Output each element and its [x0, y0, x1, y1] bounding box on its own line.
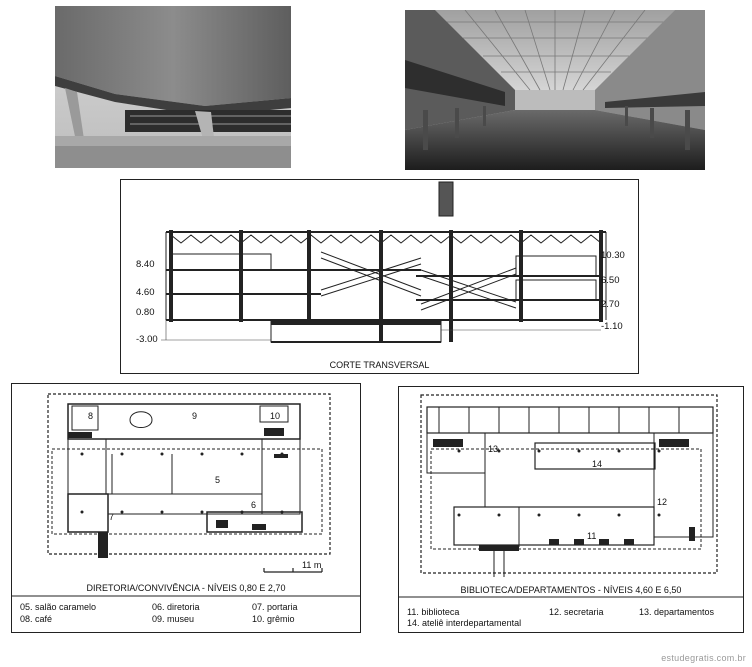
section-level-label: 8.40 [136, 259, 155, 270]
section-level-label: 2.70 [601, 299, 620, 310]
room-number-7: 7 [109, 512, 115, 522]
legend-item: 12. secretaria [549, 607, 604, 617]
legend-item: 05. salão caramelo [20, 602, 97, 612]
section-level-label: -3.00 [136, 334, 158, 345]
section-caption: CORTE TRANSVERSAL [329, 360, 430, 370]
section-level-label: 0.80 [136, 307, 155, 318]
legend-item: 13. departamentos [639, 607, 715, 617]
legend-item: 14. ateliê interdepartamental [407, 618, 522, 628]
legend-item: 11. biblioteca [407, 607, 460, 617]
section-level-label: 4.60 [136, 287, 155, 298]
room-number-11: 11 [587, 531, 597, 541]
plan-left-drawing [12, 384, 360, 632]
plan-right-drawing [399, 387, 743, 632]
legend-item: 07. portaria [252, 602, 298, 612]
section-drawing-panel [120, 179, 639, 374]
room-number-14: 14 [592, 459, 603, 469]
legend-item: 09. museu [152, 614, 195, 624]
room-number-12: 12 [657, 497, 668, 507]
legend-item: 06. diretoria [152, 602, 200, 612]
room-number-10: 10 [270, 411, 281, 421]
section-level-label: 6.50 [601, 275, 620, 286]
room-number-6: 6 [251, 500, 257, 510]
room-number-9: 9 [192, 411, 198, 421]
plan-right-caption: BIBLIOTECA/DEPARTAMENTOS - NÍVEIS 4,60 E 6,50 [460, 585, 682, 595]
room-number-8: 8 [88, 411, 94, 421]
photo-interior [405, 10, 705, 170]
legend-item: 10. grêmio [252, 614, 295, 624]
legend-item: 08. café [20, 614, 53, 624]
section-drawing [121, 180, 638, 373]
plan-right-panel [398, 386, 744, 633]
room-number-13: 13 [488, 444, 499, 454]
section-level-label: 10.30 [601, 250, 625, 261]
scale-label: 11 m [302, 560, 322, 570]
watermark: estudegratis.com.br [661, 653, 746, 663]
plan-left-panel [11, 383, 361, 633]
plan-left-caption: DIRETORIA/CONVIVÊNCIA - NÍVEIS 0,80 E 2,70 [86, 583, 286, 593]
photo-exterior [55, 6, 291, 168]
room-number-5: 5 [215, 475, 221, 485]
section-level-label: -1.10 [601, 321, 623, 332]
